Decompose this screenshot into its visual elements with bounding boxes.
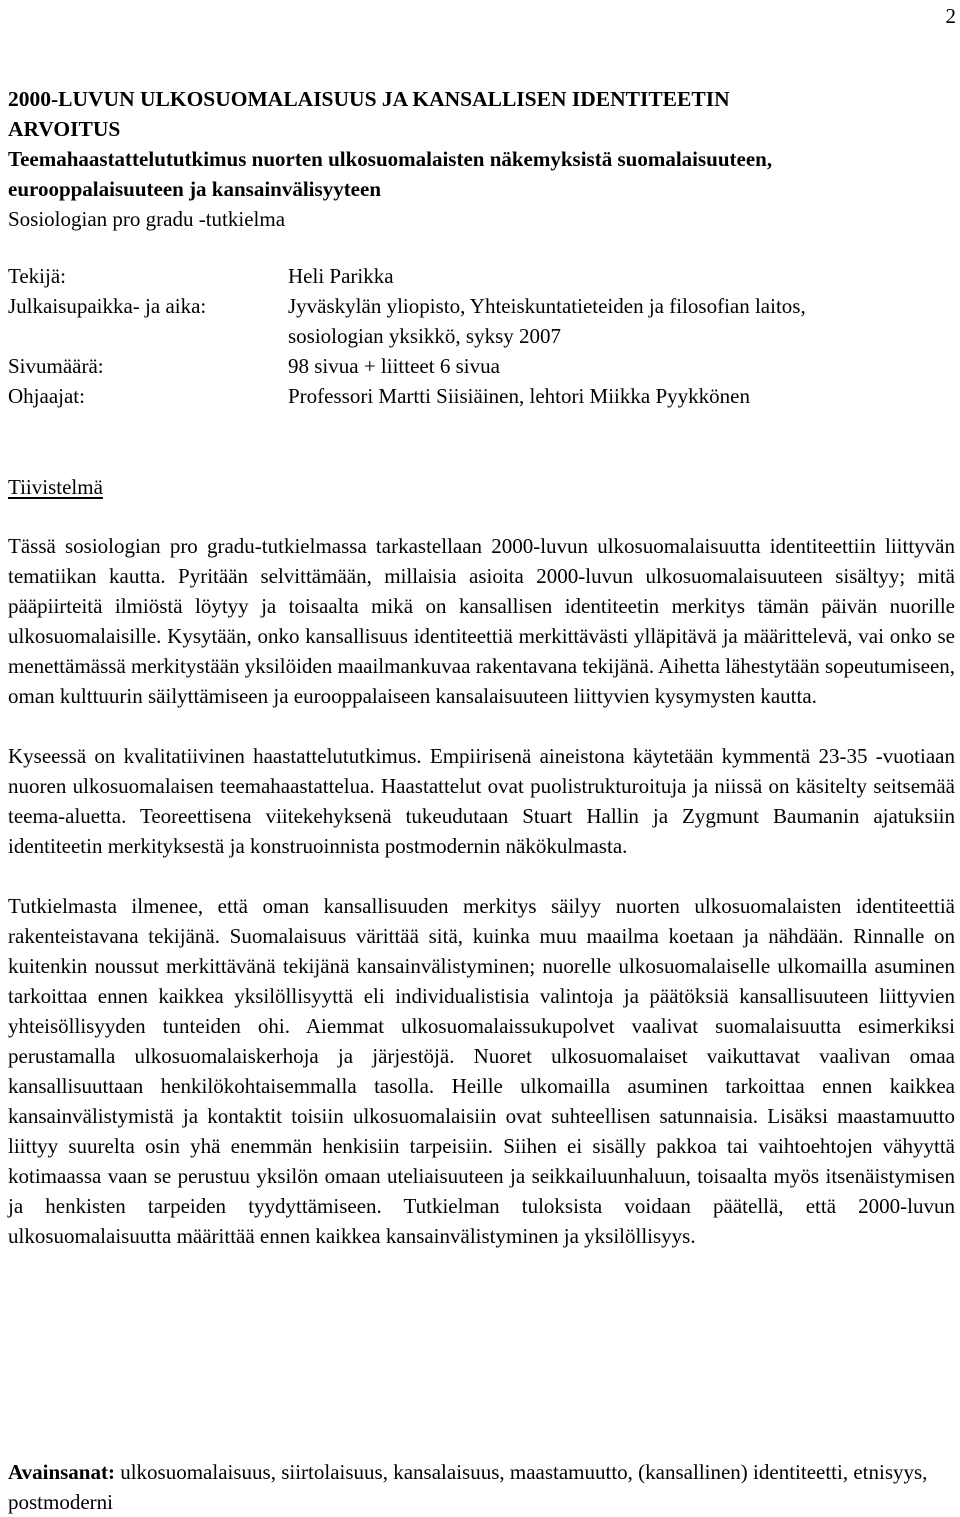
publication-label: Julkaisupaikka- ja aika: xyxy=(8,294,207,318)
supervisors-row xyxy=(8,381,953,411)
supervisors-value: Professori Martti Siisiäinen, lehtori Miikka Pyykkönen xyxy=(288,384,750,408)
thesis-title-line-1: 2000-LUVUN ULKOSUOMALAISUUS JA KANSALLISEN IDENTITEETIN xyxy=(8,87,730,111)
title-block xyxy=(8,84,948,234)
page-number: 2 xyxy=(945,4,956,28)
abstract-heading: Tiivistelmä xyxy=(8,475,103,499)
publication-value-line-2: sosiologian yksikkö, syksy 2007 xyxy=(288,324,562,348)
publication-value-line-1: Jyväskylän yliopisto, Yhteiskuntatieteiden ja filosofian laitos, xyxy=(288,294,806,318)
thesis-subtitle-line-1: Teemahaastattelututkimus nuorten ulkosuomalaisten näkemyksistä suomalaisuuteen, xyxy=(8,147,773,171)
keywords-label: Avainsanat: xyxy=(8,1460,115,1484)
author-row xyxy=(8,261,953,291)
abstract-body xyxy=(8,531,955,1281)
thesis-metadata xyxy=(8,261,953,411)
keywords xyxy=(8,1457,955,1517)
abstract-paragraph-1: Tässä sosiologian pro gradu-tutkielmassa tarkastellaan 2000-luvun ulkosuomalaisuutta identiteettiin liittyvän tematiikan kautta. Pyritään selvittämään, millaisia asioita 2000-luvun ulkosuomalaisuuteen sisältyy; mitä pääpiirteitä ilmiöstä löytyy ja toisaalta mikä on kansallisen identiteetin merkitys tämän päivän nuorille ulkosuomalaisille. Kysytään, onko kansallisuus identiteettiä merkittävästi ylläpitävä ja määrittelevä, vai onko se menettämässä merkitystään yksilöiden maailmankuvaa rakentavana tekijänä. Aihetta lähestytään sopeutumiseen, oman kulttuurin säilyttämiseen ja eurooppalaiseen kansalaisuuteen liittyvien kysymysten kautta. xyxy=(8,534,956,708)
thesis-title-line-2: ARVOITUS xyxy=(8,117,121,141)
author-label: Tekijä: xyxy=(8,264,67,288)
pages-row xyxy=(8,351,953,381)
thesis-type: Sosiologian pro gradu -tutkielma xyxy=(8,207,286,231)
publication-row xyxy=(8,291,953,351)
pages-value: 98 sivua + liitteet 6 sivua xyxy=(288,354,500,378)
abstract-paragraph-3: Tutkielmasta ilmenee, että oman kansallisuuden merkitys säilyy nuorten ulkosuomalaisten identiteettiä rakenteistavana tekijänä. Suomalaisuus värittää sitä, kuinka muu maailma koetaan ja nähdään. Rinnalle on kuitenkin noussut merkittävänä tekijänä kansainvälistyminen; nuorelle ulkosuomalaiselle ulkomailla asuminen tarkoittaa ennen kaikkea yksilöllisyyttä eli individualistisia valintoja ja päätöksiä kansallisuuteen liittyvien yhteisöllisyyden tunteiden ohi. Aiemmat ulkosuomalaissukupolvet vaalivat suomalaisuutta esimerkiksi perustamalla ulkosuomalaiskerhoja ja järjestöjä. Nuoret ulkosuomalaiset vaikuttavat vaalivan omaa kansallisuuttaan henkilökohtaisemmalla tasolla. Heille ulkomailla asuminen tarkoittaa ennen kaikkea kansainvälistymistä ja kontaktit toisiin ulkosuomalaisiin ovat suhteellisen satunnaisia. Lisäksi maastamuutto liittyy suurelta osin yhä enemmän henkisiin tarpeisiin. Siihen ei sisälly pakkoa tai vaihtoehtojen vähyyttä kotimaassa vaan se perustuu yksilön omaan uteliaisuuteen ja seikkailuunhaluun, toisaalta myös itsenäistymisen ja henkisten tarpeiden tyydyttämiseen. Tutkielman tuloksista voidaan päätellä, että 2000-luvun ulkosuomalaisuutta määrittää ennen kaikkea kansainvälistyminen ja yksilöllisyys. xyxy=(8,894,955,1248)
keywords-text: ulkosuomalaisuus, siirtolaisuus, kansalaisuus, maastamuutto, (kansallinen) identiteetti, etnisyys, postmoderni xyxy=(8,1460,928,1514)
abstract-paragraph-2: Kyseessä on kvalitatiivinen haastattelututkimus. Empiirisenä aineistona käytetään kymmentä 23-35 -vuotiaan nuoren ulkosuomalaisen teemahaastattelua. Haastattelut ovat puolistrukturoituja ja niissä on käsitelty seitsemää teema-aluetta. Teoreettisena viitekehyksenä tukeudutaan Stuart Hallin ja Zygmunt Baumanin ajatuksiin identiteetin merkityksestä ja konstruoinnista postmodernin näkökulmasta. xyxy=(8,744,955,858)
supervisors-label: Ohjaajat: xyxy=(8,384,85,408)
pages-label: Sivumäärä: xyxy=(8,354,104,378)
author-value: Heli Parikka xyxy=(288,264,394,288)
thesis-subtitle-line-2: eurooppalaisuuteen ja kansainvälisyyteen xyxy=(8,177,382,201)
